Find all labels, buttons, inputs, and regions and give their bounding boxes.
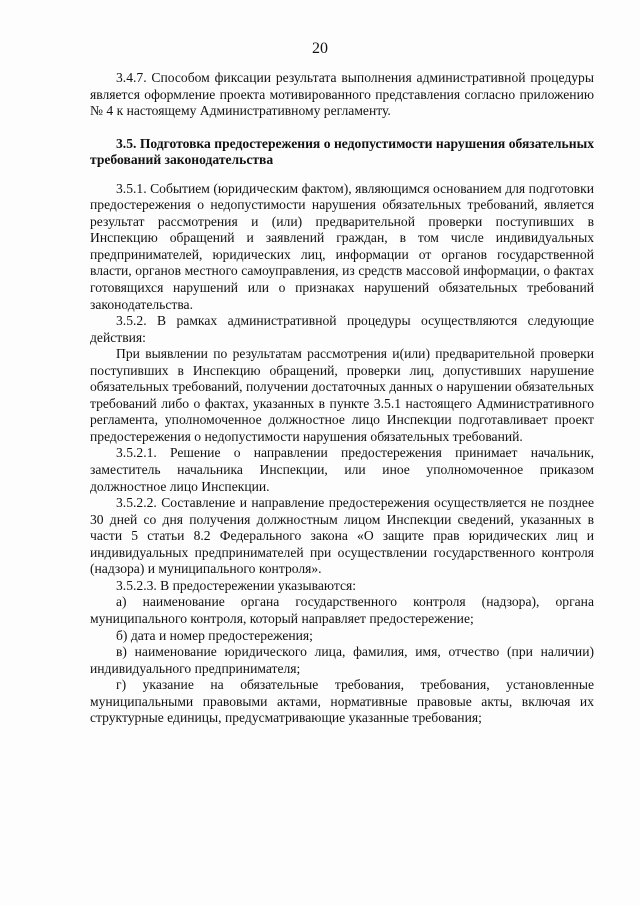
page-number: 20 — [312, 40, 328, 57]
paragraph-3-4-7: 3.4.7. Способом фиксации результата выполнения административной процедуры является оформление проекта мотивированного представления согласно приложению № 4 к настоящему Административному регламенту. — [90, 70, 594, 119]
list-item-v: в) наименование юридического лица, фамилия, имя, отчество (при наличии) индивидуального предпринимателя; — [90, 644, 594, 676]
paragraph-3-5-2-1: 3.5.2.1. Решение о направлении предостережения принимает начальник, заместитель начальника Инспекции, или иное уполномоченное приказом должностное лицо Инспекции. — [90, 445, 594, 494]
list-item-b: б) дата и номер предостережения; — [116, 627, 313, 643]
list-item-a: а) наименование органа государственного контроля (надзора), органа муниципального контроля, который направляет предостережение; — [90, 594, 594, 626]
list-item-g: г) указание на обязательные требования, требования, установленные муниципальными правовыми актами, нормативные правовые акты, включая их структурные единицы, предусматривающие указанные требования; — [90, 677, 594, 726]
spacer — [90, 169, 594, 181]
paragraph-3-5-2-3: 3.5.2.3. В предостережении указываются: — [116, 577, 357, 593]
spacer — [90, 120, 594, 136]
paragraph-3-5-2: 3.5.2. В рамках административной процедуры осуществляются следующие действия: — [90, 313, 594, 345]
paragraph-detection: При выявлении по результатам рассмотрения и(или) предварительной проверки поступивших в Инспекцию обращений, проверки лиц, допустивших нарушение обязательных требований, получении достаточных данных о нарушении обязательных требований либо о фактах, указанных в пункте 3.5.1 настоящего Административного регламента, уполномоченное должностное лицо Инспекции подготавливает проект предостережения о недопустимости нарушения обязательных требований. — [90, 346, 594, 444]
paragraph-3-5-2-2: 3.5.2.2. Составление и направление предостережения осуществляется не позднее 30 дней со дня получения должностным лицом Инспекции сведений, указанных в части 5 статьи 8.2 Федерального закона «О защите прав юридических лиц и индивидуальных предпринимателей при осуществлении государственного контроля (надзора) и муниципального контроля». — [90, 495, 594, 577]
section-heading-3-5: 3.5. Подготовка предостережения о недопустимости нарушения обязательных требований законодательства — [90, 135, 594, 168]
paragraph-3-5-1: 3.5.1. Событием (юридическим фактом), являющимся основанием для подготовки предостережения о недопустимости нарушения обязательных требований, является результат рассмотрения и (или) предварительной проверки поступивших в Инспекцию обращений и заявлений граждан, в том числе индивидуальных предпринимателей, юридических лиц, информации от органов государственной власти, органов местного самоуправления, из средств массовой информации, о фактах готовящихся нарушений или о признаках нарушений обязательных требований законодательства. — [90, 180, 594, 312]
document-body — [90, 70, 594, 727]
